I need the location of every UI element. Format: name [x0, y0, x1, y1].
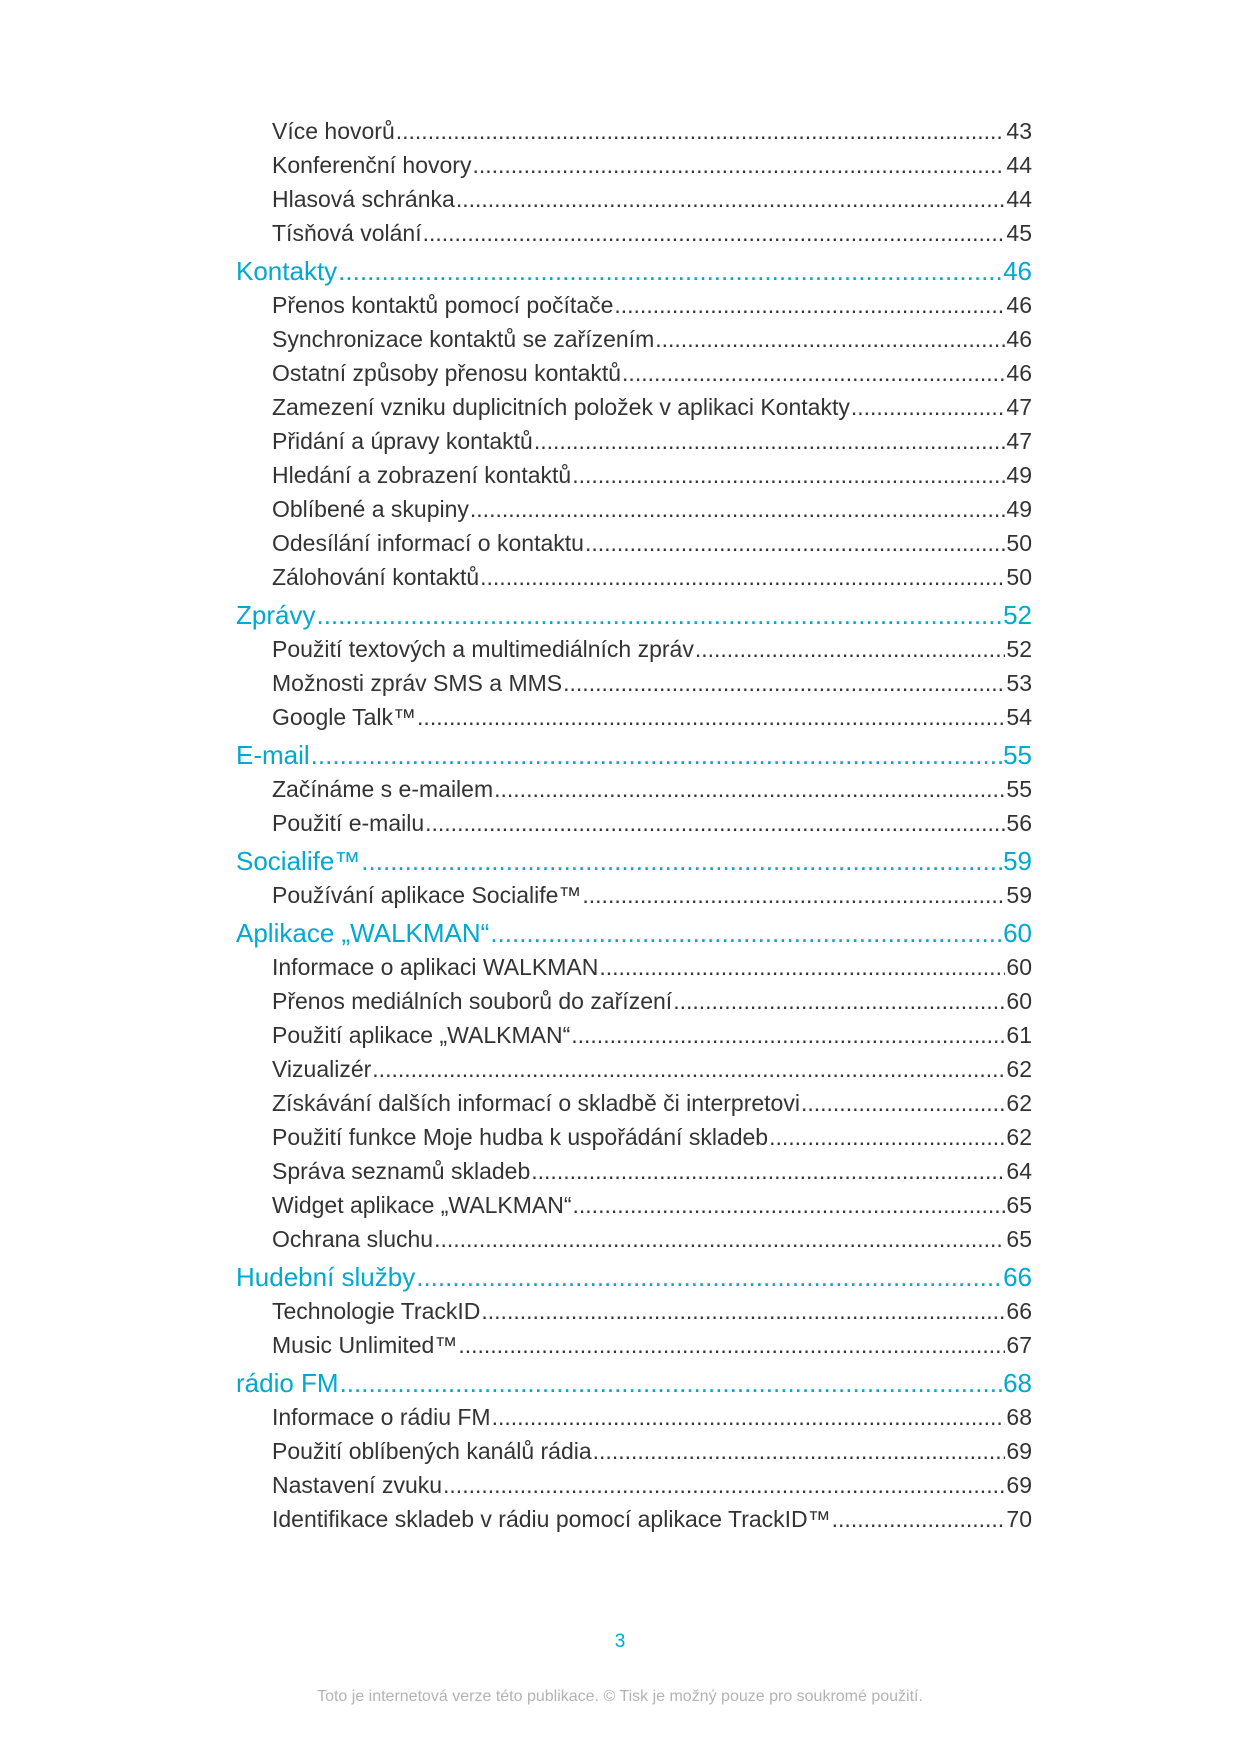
toc-chapter-entry[interactable] — [236, 1260, 1032, 1294]
toc-section-entry[interactable] — [236, 356, 1032, 390]
toc-entry-page: 46 — [1003, 256, 1032, 286]
toc-entry-page: 60 — [1006, 988, 1032, 1014]
toc-section-entry[interactable] — [236, 1018, 1032, 1052]
toc-entry-page: 56 — [1006, 810, 1032, 836]
toc-entry-page: 62 — [1006, 1090, 1032, 1116]
toc-leader-dots — [443, 1468, 1005, 1502]
toc-leader-dots — [425, 806, 1005, 840]
toc-entry-label: Přidání a úpravy kontaktů — [272, 428, 533, 454]
toc-entry-page: 68 — [1006, 1404, 1032, 1430]
toc-entry-page: 54 — [1006, 704, 1032, 730]
toc-leader-dots — [434, 1222, 1005, 1256]
toc-leader-dots — [769, 1120, 1005, 1154]
toc-entry-label: Zprávy — [236, 600, 316, 630]
toc-leader-dots — [472, 148, 1005, 182]
toc-entry-label: Google Talk™ — [272, 704, 417, 730]
toc-entry-label: rádio FM — [236, 1368, 339, 1398]
toc-entry-label: Tísňová volání — [272, 220, 422, 246]
toc-leader-dots — [582, 878, 1005, 912]
toc-entry-page: 46 — [1006, 326, 1032, 352]
toc-entry-page: 49 — [1006, 496, 1032, 522]
toc-entry-label: Konferenční hovory — [272, 152, 472, 178]
toc-chapter-entry[interactable] — [236, 916, 1032, 950]
toc-leader-dots — [340, 1366, 1003, 1400]
toc-section-entry[interactable] — [236, 1222, 1032, 1256]
toc-leader-dots — [563, 666, 1005, 700]
toc-chapter-entry[interactable] — [236, 254, 1032, 288]
toc-entry-label: Hledání a zobrazení kontaktů — [272, 462, 572, 488]
toc-leader-dots — [316, 598, 1002, 632]
toc-chapter-entry[interactable] — [236, 844, 1032, 878]
toc-leader-dots — [534, 424, 1006, 458]
toc-entry-label: Vizualizér — [272, 1056, 372, 1082]
toc-entry-page: 62 — [1006, 1056, 1032, 1082]
toc-entry-label: Možnosti zpráv SMS a MMS — [272, 670, 563, 696]
toc-section-entry[interactable] — [236, 322, 1032, 356]
toc-entry-page: 47 — [1006, 394, 1032, 420]
toc-chapter-entry[interactable] — [236, 738, 1032, 772]
toc-section-entry[interactable] — [236, 492, 1032, 526]
toc-section-entry[interactable] — [236, 700, 1032, 734]
toc-entry-page: 65 — [1006, 1192, 1032, 1218]
toc-chapter-entry[interactable] — [236, 598, 1032, 632]
toc-entry-label: Odesílání informací o kontaktu — [272, 530, 584, 556]
toc-section-entry[interactable] — [236, 288, 1032, 322]
toc-entry-label: Použití aplikace „WALKMAN“ — [272, 1022, 571, 1048]
toc-entry-page: 50 — [1006, 530, 1032, 556]
toc-entry-page: 46 — [1006, 292, 1032, 318]
toc-leader-dots — [456, 182, 1006, 216]
toc-entry-page: 65 — [1006, 1226, 1032, 1252]
toc-entry-label: Socialife™ — [236, 846, 361, 876]
toc-entry-page: 55 — [1006, 776, 1032, 802]
toc-leader-dots — [801, 1086, 1005, 1120]
toc-entry-label: Widget aplikace „WALKMAN“ — [272, 1192, 572, 1218]
toc-entry-page: 64 — [1006, 1158, 1032, 1184]
toc-entry-label: Identifikace skladeb v rádiu pomocí aplikace TrackID™ — [272, 1506, 831, 1532]
toc-section-entry[interactable] — [236, 950, 1032, 984]
toc-section-entry[interactable] — [236, 1328, 1032, 1362]
toc-entry-label: Více hovorů — [272, 118, 395, 144]
toc-entry-page: 59 — [1006, 882, 1032, 908]
toc-section-entry[interactable] — [236, 560, 1032, 594]
toc-entry-page: 55 — [1003, 740, 1032, 770]
toc-section-entry[interactable] — [236, 806, 1032, 840]
toc-section-entry[interactable] — [236, 114, 1032, 148]
toc-section-entry[interactable] — [236, 1120, 1032, 1154]
toc-section-entry[interactable] — [236, 148, 1032, 182]
toc-section-entry[interactable] — [236, 1188, 1032, 1222]
toc-entry-label: Použití textových a multimediálních zpráv — [272, 636, 694, 662]
toc-section-entry[interactable] — [236, 984, 1032, 1018]
toc-entry-page: 49 — [1006, 462, 1032, 488]
toc-leader-dots — [458, 1328, 1005, 1362]
toc-entry-label: Ostatní způsoby přenosu kontaktů — [272, 360, 622, 386]
toc-leader-dots — [490, 916, 1002, 950]
toc-entry-page: 53 — [1006, 670, 1032, 696]
toc-entry-label: Music Unlimited™ — [272, 1332, 458, 1358]
toc-leader-dots — [655, 322, 1005, 356]
toc-entry-page: 47 — [1006, 428, 1032, 454]
toc-entry-label: Zamezení vzniku duplicitních položek v aplikaci Kontakty — [272, 394, 850, 420]
toc-leader-dots — [492, 1400, 1006, 1434]
toc-leader-dots — [470, 492, 1006, 526]
toc-entry-label: Technologie TrackID — [272, 1298, 481, 1324]
toc-section-entry[interactable] — [236, 424, 1032, 458]
toc-leader-dots — [599, 950, 1005, 984]
toc-entry-label: E-mail — [236, 740, 310, 770]
toc-leader-dots — [481, 1294, 1005, 1328]
toc-leader-dots — [361, 844, 1002, 878]
toc-leader-dots — [396, 114, 1006, 148]
toc-entry-page: 46 — [1006, 360, 1032, 386]
toc-section-entry[interactable] — [236, 632, 1032, 666]
toc-entry-page: 59 — [1003, 846, 1032, 876]
toc-entry-page: 50 — [1006, 564, 1032, 590]
toc-leader-dots — [372, 1052, 1005, 1086]
toc-entry-label: Použití oblíbených kanálů rádia — [272, 1438, 592, 1464]
toc-section-entry[interactable] — [236, 1468, 1032, 1502]
toc-section-entry[interactable] — [236, 182, 1032, 216]
toc-entry-page: 66 — [1006, 1298, 1032, 1324]
toc-entry-label: Použití funkce Moje hudba k uspořádání skladeb — [272, 1124, 769, 1150]
toc-leader-dots — [614, 288, 1005, 322]
toc-entry-page: 45 — [1006, 220, 1032, 246]
toc-leader-dots — [416, 1260, 1002, 1294]
toc-entry-label: Začínáme s e-mailem — [272, 776, 494, 802]
toc-leader-dots — [695, 632, 1006, 666]
toc-entry-label: Hudební služby — [236, 1262, 416, 1292]
toc-entry-page: 69 — [1006, 1438, 1032, 1464]
table-of-contents — [236, 114, 1032, 1536]
toc-section-entry[interactable] — [236, 772, 1032, 806]
toc-entry-label: Získávání dalších informací o skladbě či interpretovi — [272, 1090, 800, 1116]
toc-leader-dots — [573, 1188, 1006, 1222]
toc-leader-dots — [673, 984, 1005, 1018]
toc-entry-page: 70 — [1006, 1506, 1032, 1532]
toc-section-entry[interactable] — [236, 1294, 1032, 1328]
toc-entry-page: 66 — [1003, 1262, 1032, 1292]
toc-entry-label: Informace o rádiu FM — [272, 1404, 491, 1430]
toc-entry-label: Oblíbené a skupiny — [272, 496, 469, 522]
toc-entry-label: Aplikace „WALKMAN“ — [236, 918, 490, 948]
toc-entry-label: Správa seznamů skladeb — [272, 1158, 531, 1184]
page-number: 3 — [614, 1631, 626, 1652]
toc-entry-page: 43 — [1006, 118, 1032, 144]
toc-section-entry[interactable] — [236, 1052, 1032, 1086]
toc-entry-label: Informace o aplikaci WALKMAN — [272, 954, 599, 980]
toc-section-entry[interactable] — [236, 1400, 1032, 1434]
toc-section-entry[interactable] — [236, 1434, 1032, 1468]
toc-entry-label: Používání aplikace Socialife™ — [272, 882, 582, 908]
toc-leader-dots — [494, 772, 1005, 806]
toc-entry-page: 52 — [1006, 636, 1032, 662]
toc-entry-label: Ochrana sluchu — [272, 1226, 434, 1252]
toc-leader-dots — [851, 390, 1006, 424]
toc-leader-dots — [480, 560, 1005, 594]
toc-leader-dots — [338, 254, 1002, 288]
toc-section-entry[interactable] — [236, 1154, 1032, 1188]
toc-entry-label: Přenos kontaktů pomocí počítače — [272, 292, 614, 318]
toc-entry-page: 67 — [1006, 1332, 1032, 1358]
toc-section-entry[interactable] — [236, 390, 1032, 424]
toc-entry-label: Použití e-mailu — [272, 810, 425, 836]
toc-section-entry[interactable] — [236, 1502, 1032, 1536]
toc-leader-dots — [571, 1018, 1005, 1052]
toc-entry-label: Nastavení zvuku — [272, 1472, 443, 1498]
toc-leader-dots — [585, 526, 1005, 560]
toc-entry-page: 61 — [1006, 1022, 1032, 1048]
toc-entry-label: Synchronizace kontaktů se zařízením — [272, 326, 655, 352]
toc-section-entry[interactable] — [236, 666, 1032, 700]
toc-section-entry[interactable] — [236, 216, 1032, 250]
toc-entry-label: Přenos mediálních souborů do zařízení — [272, 988, 673, 1014]
toc-entry-page: 44 — [1006, 152, 1032, 178]
toc-entry-label: Zálohování kontaktů — [272, 564, 480, 590]
toc-entry-page: 60 — [1006, 954, 1032, 980]
toc-leader-dots — [531, 1154, 1005, 1188]
toc-chapter-entry[interactable] — [236, 1366, 1032, 1400]
toc-leader-dots — [572, 458, 1005, 492]
toc-leader-dots — [423, 216, 1006, 250]
toc-entry-page: 62 — [1006, 1124, 1032, 1150]
toc-entry-page: 44 — [1006, 186, 1032, 212]
toc-entry-page: 60 — [1003, 918, 1032, 948]
footer-note: Toto je internetová verze této publikace. © Tisk je možný pouze pro soukromé použití. — [317, 1688, 923, 1705]
toc-entry-label: Hlasová schránka — [272, 186, 455, 212]
toc-section-entry[interactable] — [236, 526, 1032, 560]
toc-leader-dots — [622, 356, 1005, 390]
toc-leader-dots — [593, 1434, 1006, 1468]
toc-leader-dots — [832, 1502, 1006, 1536]
toc-section-entry[interactable] — [236, 878, 1032, 912]
toc-leader-dots — [417, 700, 1005, 734]
toc-entry-page: 68 — [1003, 1368, 1032, 1398]
toc-leader-dots — [311, 738, 1002, 772]
toc-section-entry[interactable] — [236, 458, 1032, 492]
toc-entry-label: Kontakty — [236, 256, 338, 286]
toc-entry-page: 52 — [1003, 600, 1032, 630]
toc-section-entry[interactable] — [236, 1086, 1032, 1120]
toc-entry-page: 69 — [1006, 1472, 1032, 1498]
